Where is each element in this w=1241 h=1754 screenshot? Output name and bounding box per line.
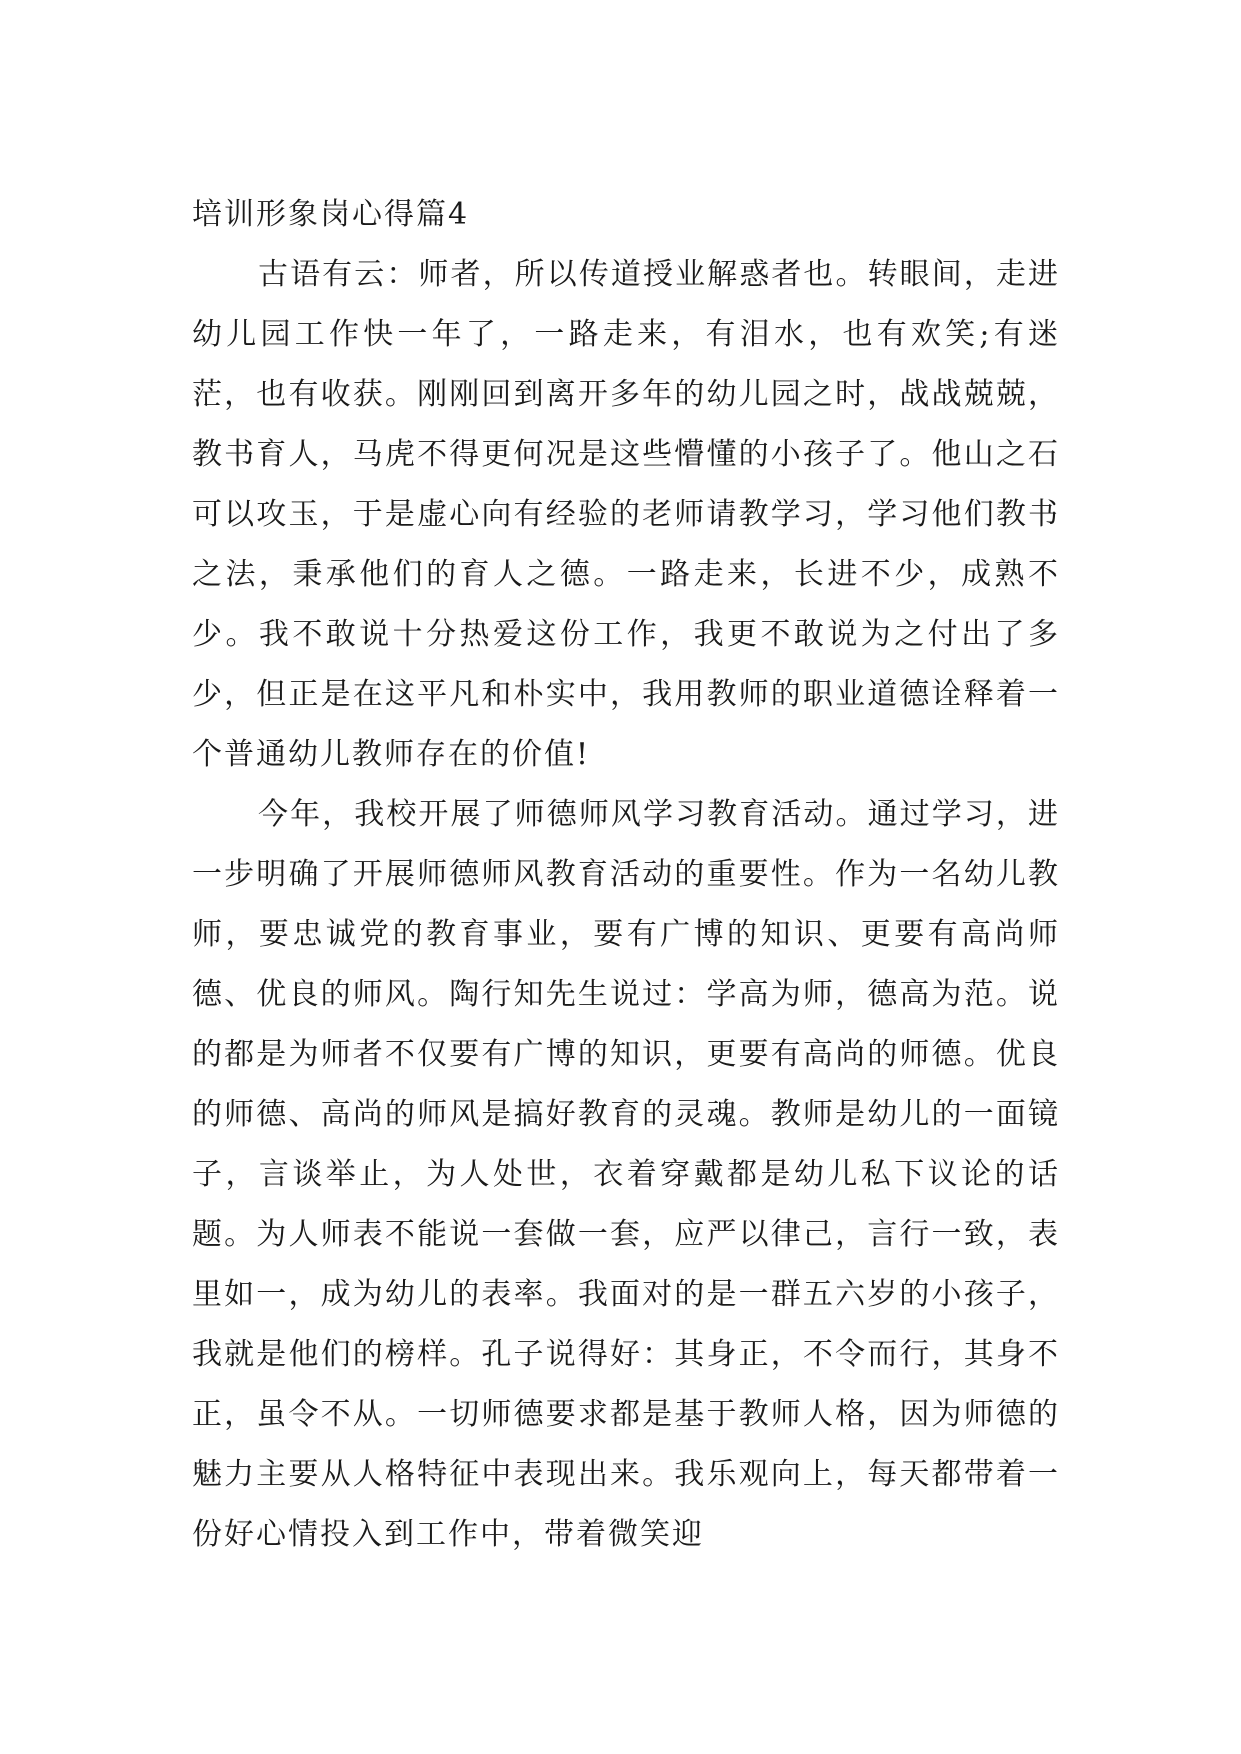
paragraph-1: 古语有云：师者，所以传道授业解惑者也。转眼间，走进幼儿园工作快一年了，一路走来，有泪水，也有欢笑;有迷茫，也有收获。刚刚回到离开多年的幼儿园之时，战战兢兢，教书育人，马虎不得更何况是这些懵懂的小孩子了。他山之石可以攻玉，于是虚心向有经验的老师请教学习，学习他们教书之法，秉承他们的育人之德。一路走来，长进不少，成熟不少。我不敢说十分热爱这份工作，我更不敢说为之付出了多少，但正是在这平凡和朴实中，我用教师的职业道德诠释着一个普通幼儿教师存在的价值!: [192, 257, 1060, 772]
paragraph-2: 今年，我校开展了师德师风学习教育活动。通过学习，进一步明确了开展师德师风教育活动的重要性。作为一名幼儿教师，要忠诚党的教育事业，要有广博的知识、更要有高尚师德、优良的师风。陶行知先生说过：学高为师，德高为范。说的都是为师者不仅要有广博的知识，更要有高尚的师德。优良的师德、高尚的师风是搞好教育的灵魂。教师是幼儿的一面镜子，言谈举止，为人处世，衣着穿戴都是幼儿私下议论的话题。为人师表不能说一套做一套，应严以律己，言行一致，表里如一，成为幼儿的表率。我面对的是一群五六岁的小孩子，我就是他们的榜样。孔子说得好：其身正，不令而行，其身不正，虽令不从。一切师德要求都是基于教师人格，因为师德的魅力主要从人格特征中表现出来。我乐观向上，每天都带着一份好心情投入到工作中，带着微笑迎: [192, 797, 1060, 1552]
document-body: [192, 185, 1060, 1565]
document-title: 培训形象岗心得篇4: [192, 197, 470, 232]
